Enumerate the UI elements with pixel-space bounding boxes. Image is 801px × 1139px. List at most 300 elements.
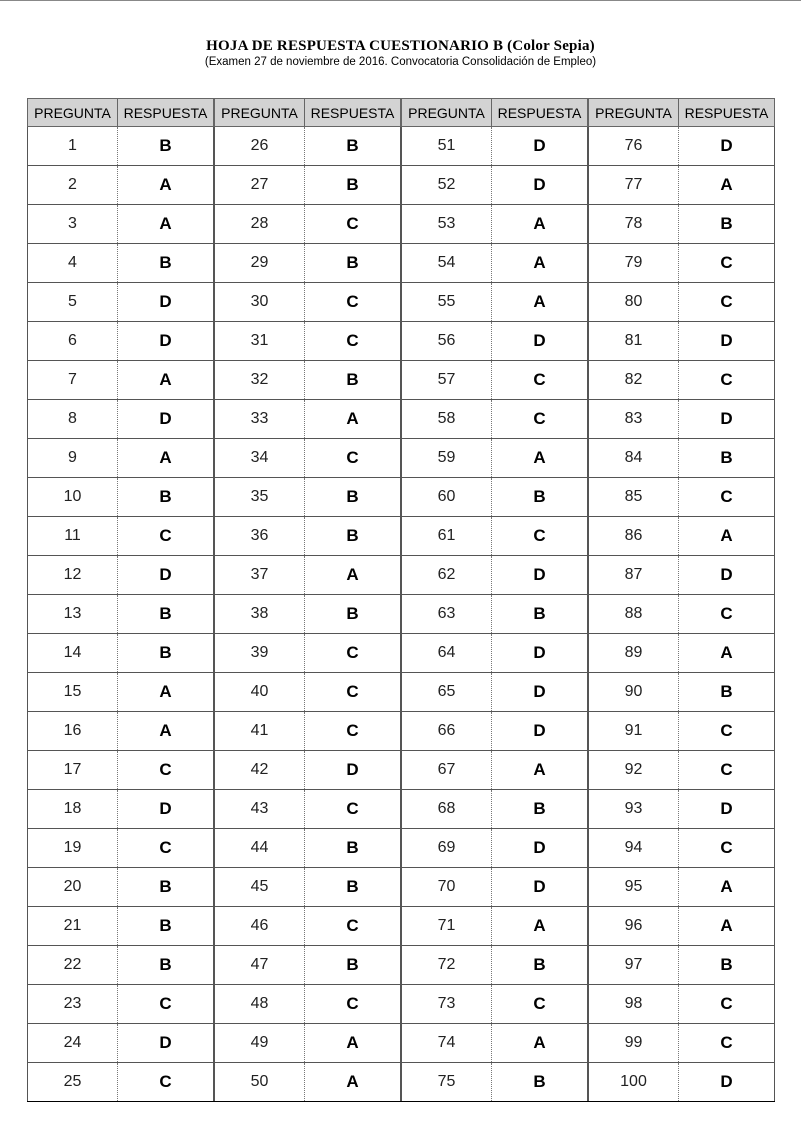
table-row: [28, 1063, 214, 1102]
answer-block-2: [214, 98, 401, 1102]
question-number: 96: [589, 907, 679, 946]
table-row: [589, 517, 775, 556]
answer-letter: D: [118, 1024, 214, 1063]
answer-letter: C: [305, 322, 401, 361]
answer-letter: A: [118, 712, 214, 751]
question-number: 79: [589, 244, 679, 283]
answer-letter: A: [118, 166, 214, 205]
answer-letter: A: [118, 361, 214, 400]
table-row: [28, 517, 214, 556]
answer-letter: D: [118, 400, 214, 439]
question-number: 7: [28, 361, 118, 400]
answer-letter: D: [492, 166, 588, 205]
answer-letter: A: [492, 1024, 588, 1063]
answer-letter: C: [305, 907, 401, 946]
header-respuesta: RESPUESTA: [118, 99, 214, 127]
question-number: 68: [402, 790, 492, 829]
table-row: [589, 166, 775, 205]
table-row: [589, 595, 775, 634]
answer-letter: C: [679, 712, 775, 751]
question-number: 85: [589, 478, 679, 517]
answer-letter: C: [305, 985, 401, 1024]
question-number: 1: [28, 127, 118, 166]
table-row: [28, 322, 214, 361]
question-number: 74: [402, 1024, 492, 1063]
question-number: 40: [215, 673, 305, 712]
table-row: [589, 751, 775, 790]
table-row: [215, 517, 401, 556]
question-number: 12: [28, 556, 118, 595]
question-number: 41: [215, 712, 305, 751]
question-number: 29: [215, 244, 305, 283]
table-row: [589, 790, 775, 829]
table-row: [402, 478, 588, 517]
answer-letter: B: [305, 946, 401, 985]
answer-letter: C: [492, 985, 588, 1024]
question-number: 14: [28, 634, 118, 673]
answer-letter: B: [118, 595, 214, 634]
answer-letter: C: [679, 595, 775, 634]
table-row: [215, 790, 401, 829]
question-number: 83: [589, 400, 679, 439]
answer-letter: D: [679, 322, 775, 361]
answer-letter: A: [492, 244, 588, 283]
question-number: 36: [215, 517, 305, 556]
question-number: 18: [28, 790, 118, 829]
answer-letter: D: [492, 868, 588, 907]
answer-letter: C: [305, 439, 401, 478]
table-row: [28, 946, 214, 985]
table-row: [402, 556, 588, 595]
table-row: [215, 283, 401, 322]
answer-table-3: [401, 98, 588, 1102]
question-number: 35: [215, 478, 305, 517]
question-number: 71: [402, 907, 492, 946]
table-row: [589, 829, 775, 868]
answer-letter: C: [492, 517, 588, 556]
table-row: [402, 244, 588, 283]
answer-letter: B: [305, 595, 401, 634]
answer-letter: D: [492, 673, 588, 712]
table-row: [28, 829, 214, 868]
table-row: [215, 868, 401, 907]
answer-letter: D: [492, 829, 588, 868]
table-row: [402, 127, 588, 166]
answer-letter: D: [118, 283, 214, 322]
table-row: [589, 283, 775, 322]
table-row: [215, 673, 401, 712]
answer-letter: C: [679, 829, 775, 868]
question-number: 53: [402, 205, 492, 244]
answer-letter: A: [118, 673, 214, 712]
question-number: 60: [402, 478, 492, 517]
question-number: 86: [589, 517, 679, 556]
table-row: [215, 361, 401, 400]
answer-letter: A: [492, 439, 588, 478]
table-row: [402, 595, 588, 634]
question-number: 90: [589, 673, 679, 712]
question-number: 43: [215, 790, 305, 829]
table-row: [402, 946, 588, 985]
question-number: 61: [402, 517, 492, 556]
question-number: 37: [215, 556, 305, 595]
answer-letter: C: [118, 1063, 214, 1102]
answer-letter: B: [118, 868, 214, 907]
answer-letter: A: [118, 439, 214, 478]
answer-letter: B: [118, 478, 214, 517]
question-number: 76: [589, 127, 679, 166]
table-row: [28, 634, 214, 673]
table-row: [215, 478, 401, 517]
table-row: [28, 244, 214, 283]
answer-letter: B: [118, 634, 214, 673]
table-row: [402, 985, 588, 1024]
table-row: [215, 751, 401, 790]
table-row: [28, 127, 214, 166]
answer-letter: B: [305, 868, 401, 907]
answer-letter: B: [118, 244, 214, 283]
table-row: [215, 985, 401, 1024]
question-number: 72: [402, 946, 492, 985]
question-number: 15: [28, 673, 118, 712]
table-row: [28, 166, 214, 205]
table-row: [402, 283, 588, 322]
question-number: 49: [215, 1024, 305, 1063]
question-number: 78: [589, 205, 679, 244]
table-row: [28, 868, 214, 907]
question-number: 63: [402, 595, 492, 634]
question-number: 50: [215, 1063, 305, 1102]
question-number: 52: [402, 166, 492, 205]
table-row: [28, 673, 214, 712]
table-row: [402, 166, 588, 205]
answer-letter: B: [305, 166, 401, 205]
answer-letter: C: [118, 985, 214, 1024]
question-number: 69: [402, 829, 492, 868]
answer-letter: A: [305, 556, 401, 595]
answer-letter: D: [118, 556, 214, 595]
answer-letter: D: [118, 322, 214, 361]
question-number: 99: [589, 1024, 679, 1063]
question-number: 28: [215, 205, 305, 244]
answer-letter: C: [679, 751, 775, 790]
table-row: [215, 205, 401, 244]
answer-letter: C: [492, 400, 588, 439]
question-number: 2: [28, 166, 118, 205]
question-number: 100: [589, 1063, 679, 1102]
table-row: [589, 634, 775, 673]
answer-letter: A: [679, 634, 775, 673]
answer-letter: C: [679, 361, 775, 400]
question-number: 44: [215, 829, 305, 868]
question-number: 84: [589, 439, 679, 478]
answer-letter: B: [679, 673, 775, 712]
table-row: [28, 400, 214, 439]
answer-letter: B: [305, 244, 401, 283]
question-number: 94: [589, 829, 679, 868]
table-row: [402, 712, 588, 751]
answer-block-3: [401, 98, 588, 1102]
answer-letter: A: [305, 400, 401, 439]
table-row: [28, 985, 214, 1024]
question-number: 59: [402, 439, 492, 478]
answer-letter: C: [118, 751, 214, 790]
table-row: [215, 595, 401, 634]
table-row: [215, 127, 401, 166]
question-number: 20: [28, 868, 118, 907]
question-number: 81: [589, 322, 679, 361]
answer-letter: B: [305, 127, 401, 166]
table-row: [402, 634, 588, 673]
answer-letter: C: [679, 478, 775, 517]
answer-letter: A: [679, 868, 775, 907]
table-row: [402, 1063, 588, 1102]
answer-letter: B: [305, 829, 401, 868]
answer-letter: C: [679, 283, 775, 322]
question-number: 62: [402, 556, 492, 595]
question-number: 4: [28, 244, 118, 283]
answer-letter: D: [492, 322, 588, 361]
table-row: [589, 244, 775, 283]
question-number: 65: [402, 673, 492, 712]
question-number: 70: [402, 868, 492, 907]
question-number: 97: [589, 946, 679, 985]
table-row: [28, 712, 214, 751]
question-number: 87: [589, 556, 679, 595]
answer-block-1: [27, 98, 214, 1102]
question-number: 26: [215, 127, 305, 166]
question-number: 75: [402, 1063, 492, 1102]
answer-letter: D: [679, 400, 775, 439]
table-row: [215, 634, 401, 673]
question-number: 55: [402, 283, 492, 322]
table-row: [589, 127, 775, 166]
answer-letter: C: [305, 673, 401, 712]
question-number: 98: [589, 985, 679, 1024]
question-number: 39: [215, 634, 305, 673]
question-number: 95: [589, 868, 679, 907]
question-number: 22: [28, 946, 118, 985]
question-number: 17: [28, 751, 118, 790]
header-pregunta: PREGUNTA: [402, 99, 492, 127]
table-row: [215, 1063, 401, 1102]
table-row: [589, 907, 775, 946]
answer-letter: D: [492, 634, 588, 673]
table-row: [402, 751, 588, 790]
answer-table-2: [214, 98, 401, 1102]
answer-letter: D: [679, 790, 775, 829]
table-row: [215, 439, 401, 478]
table-row: [402, 439, 588, 478]
question-number: 48: [215, 985, 305, 1024]
answer-letter: B: [492, 790, 588, 829]
table-row: [28, 751, 214, 790]
answer-letter: C: [679, 244, 775, 283]
answer-table-1: [27, 98, 214, 1102]
table-row: [215, 1024, 401, 1063]
answer-letter: D: [492, 556, 588, 595]
table-row: [402, 322, 588, 361]
answer-letter: C: [305, 712, 401, 751]
question-number: 54: [402, 244, 492, 283]
question-number: 19: [28, 829, 118, 868]
answer-letter: B: [679, 439, 775, 478]
answer-letter: B: [492, 946, 588, 985]
question-number: 80: [589, 283, 679, 322]
answer-letter: D: [679, 556, 775, 595]
answer-letter: C: [492, 361, 588, 400]
answer-table-4: [588, 98, 775, 1102]
table-row: [402, 868, 588, 907]
table-row: [215, 556, 401, 595]
answer-letter: C: [305, 634, 401, 673]
answer-letter: B: [118, 127, 214, 166]
table-row: [402, 517, 588, 556]
answer-letter: A: [118, 205, 214, 244]
question-number: 46: [215, 907, 305, 946]
question-number: 73: [402, 985, 492, 1024]
answer-letter: B: [305, 478, 401, 517]
answer-block-4: [588, 98, 775, 1102]
answer-letter: D: [305, 751, 401, 790]
question-number: 89: [589, 634, 679, 673]
answer-letter: A: [679, 907, 775, 946]
question-number: 30: [215, 283, 305, 322]
table-row: [215, 946, 401, 985]
table-row: [402, 790, 588, 829]
answer-letter: A: [679, 166, 775, 205]
question-number: 45: [215, 868, 305, 907]
document-title: HOJA DE RESPUESTA CUESTIONARIO B (Color Sepia): [206, 38, 595, 54]
question-number: 32: [215, 361, 305, 400]
table-row: [589, 205, 775, 244]
question-number: 91: [589, 712, 679, 751]
table-row: [589, 868, 775, 907]
table-row: [589, 478, 775, 517]
table-row: [28, 361, 214, 400]
answer-letter: A: [492, 907, 588, 946]
question-number: 92: [589, 751, 679, 790]
answer-letter: D: [492, 712, 588, 751]
table-row: [589, 400, 775, 439]
table-row: [28, 556, 214, 595]
answer-letter: B: [492, 478, 588, 517]
header-pregunta: PREGUNTA: [215, 99, 305, 127]
answer-letter: D: [492, 127, 588, 166]
table-row: [215, 829, 401, 868]
table-row: [402, 400, 588, 439]
answer-letter: A: [492, 283, 588, 322]
answer-letter: B: [492, 1063, 588, 1102]
table-row: [215, 712, 401, 751]
question-number: 6: [28, 322, 118, 361]
answer-letter: B: [118, 907, 214, 946]
answer-letter: B: [492, 595, 588, 634]
table-row: [402, 907, 588, 946]
table-row: [402, 361, 588, 400]
question-number: 93: [589, 790, 679, 829]
table-row: [589, 985, 775, 1024]
answer-letter: A: [305, 1063, 401, 1102]
table-row: [589, 1063, 775, 1102]
answer-letter: C: [305, 205, 401, 244]
question-number: 5: [28, 283, 118, 322]
question-number: 9: [28, 439, 118, 478]
table-row: [28, 595, 214, 634]
answer-letter: A: [679, 517, 775, 556]
question-number: 66: [402, 712, 492, 751]
answer-letter: B: [679, 205, 775, 244]
question-number: 34: [215, 439, 305, 478]
question-number: 3: [28, 205, 118, 244]
table-row: [589, 439, 775, 478]
table-row: [215, 400, 401, 439]
table-row: [28, 439, 214, 478]
question-number: 51: [402, 127, 492, 166]
question-number: 16: [28, 712, 118, 751]
question-number: 67: [402, 751, 492, 790]
header-respuesta: RESPUESTA: [305, 99, 401, 127]
table-row: [215, 166, 401, 205]
table-row: [589, 946, 775, 985]
question-number: 23: [28, 985, 118, 1024]
question-number: 56: [402, 322, 492, 361]
answer-letter: A: [492, 751, 588, 790]
question-number: 21: [28, 907, 118, 946]
question-number: 64: [402, 634, 492, 673]
question-number: 25: [28, 1063, 118, 1102]
table-row: [215, 322, 401, 361]
document-subtitle: (Examen 27 de noviembre de 2016. Convocatoria Consolidación de Empleo): [204, 56, 597, 68]
header-respuesta: RESPUESTA: [679, 99, 775, 127]
answer-letter: C: [118, 829, 214, 868]
question-number: 47: [215, 946, 305, 985]
table-row: [589, 1024, 775, 1063]
header-pregunta: PREGUNTA: [589, 99, 679, 127]
table-row: [215, 907, 401, 946]
answer-letter: C: [679, 1024, 775, 1063]
table-row: [589, 556, 775, 595]
table-row: [402, 205, 588, 244]
answer-letter: B: [679, 946, 775, 985]
answer-letter: C: [118, 517, 214, 556]
answer-letter: C: [305, 790, 401, 829]
question-number: 33: [215, 400, 305, 439]
table-row: [28, 790, 214, 829]
table-row: [402, 829, 588, 868]
answer-letter: A: [492, 205, 588, 244]
page-top-rule: [0, 0, 801, 1]
table-row: [28, 478, 214, 517]
question-number: 57: [402, 361, 492, 400]
question-number: 13: [28, 595, 118, 634]
question-number: 10: [28, 478, 118, 517]
table-row: [402, 673, 588, 712]
table-row: [589, 712, 775, 751]
table-row: [589, 322, 775, 361]
table-row: [402, 1024, 588, 1063]
header-respuesta: RESPUESTA: [492, 99, 588, 127]
question-number: 38: [215, 595, 305, 634]
table-row: [28, 205, 214, 244]
table-row: [589, 361, 775, 400]
answer-letter: D: [679, 127, 775, 166]
question-number: 8: [28, 400, 118, 439]
question-number: 77: [589, 166, 679, 205]
answer-letter: B: [305, 517, 401, 556]
answer-letter: A: [305, 1024, 401, 1063]
header-pregunta: PREGUNTA: [28, 99, 118, 127]
